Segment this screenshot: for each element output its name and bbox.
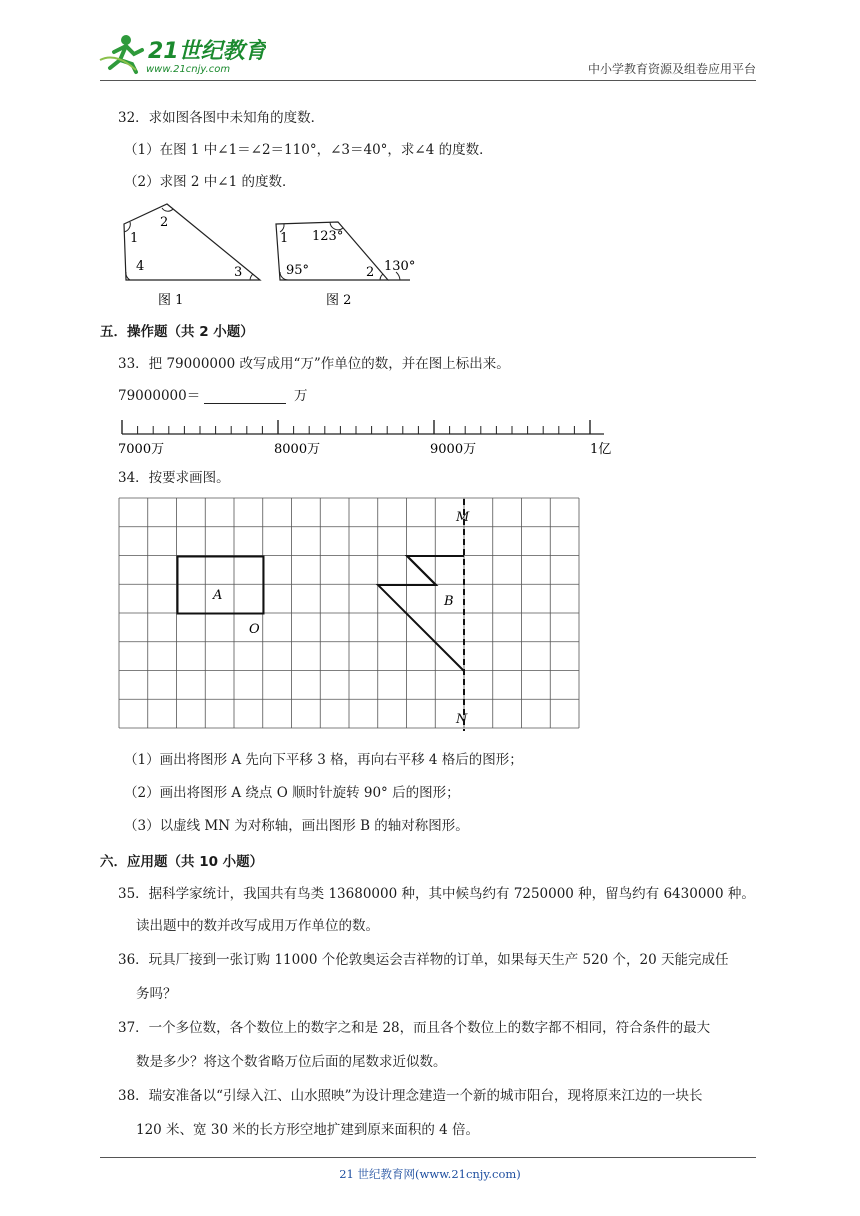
- q35-line1: 35．据科学家统计，我国共有鸟类 13680000 种，其中候鸟约有 7250000 种，留鸟约有 6430000 种。: [118, 886, 755, 902]
- figure1-quadrilateral: [124, 204, 260, 308]
- q32-figures: [112, 196, 422, 312]
- axis-label-9000: 9000万: [430, 442, 477, 457]
- q33-answer-blank[interactable]: [204, 403, 286, 404]
- fig2-label-2: 2: [366, 265, 375, 280]
- q35-line2: 读出题中的数并改写成用万作单位的数。: [136, 918, 379, 934]
- q36-line2: 务吗？: [136, 986, 177, 1002]
- q33-number-line: [118, 412, 618, 460]
- q34-sub2: （2）画出将图形 A 绕点 O 顺时针旋转 90° 后的图形；: [124, 785, 460, 801]
- q34-title: 34．按要求画图。: [118, 470, 230, 486]
- q34-sub3: （3）以虚线 MN 为对称轴，画出图形 B 的轴对称图形。: [124, 818, 469, 834]
- q38-line1: 38．瑞安准备以“引绿入江、山水照映”为设计理念建造一个新的城市阳台，现将原来江边的一块长: [118, 1088, 703, 1104]
- q38-line2: 120 米、宽 30 米的长方形空地扩建到原来面积的 4 倍。: [136, 1122, 479, 1138]
- label-n: N: [456, 712, 468, 727]
- q34-sub1: （1）画出将图形 A 先向下平移 3 格，再向右平移 4 格后的图形；: [124, 752, 523, 768]
- q32-title: 32．求如图各图中未知角的度数．: [118, 110, 325, 126]
- label-b: B: [444, 594, 454, 609]
- fig1-caption: 图 1: [158, 293, 184, 308]
- footer-text: 21 世纪教育网(www.21cnjy.com): [339, 1167, 521, 1181]
- fig1-label-1: 1: [130, 231, 139, 246]
- footer-divider: [100, 1157, 756, 1158]
- axis-label-1yi: 1亿: [590, 442, 612, 457]
- figure2-quadrilateral: [276, 222, 415, 308]
- header-divider: [100, 80, 756, 81]
- fig1-label-4: 4: [136, 259, 145, 274]
- q37-line1: 37．一个多位数，各个数位上的数字之和是 28，而且各个数位上的数字都不相同，符合条件的最大: [118, 1020, 711, 1036]
- section5-title: 五．操作题（共 2 小题）: [100, 324, 254, 340]
- figure-a-rect: [178, 557, 264, 614]
- label-a: A: [213, 588, 223, 603]
- logo-text: 21世纪教育: [148, 39, 266, 64]
- fig2-caption: 图 2: [326, 293, 352, 308]
- q32-sub1: （1）在图 1 中∠1＝∠2＝110°，∠3＝40°，求∠4 的度数．: [124, 142, 493, 158]
- fig2-label-95: 95°: [286, 263, 310, 278]
- site-logo: [96, 30, 266, 76]
- logo-url: www.21cnjy.com: [146, 64, 231, 75]
- section6-title: 六．应用题（共 10 小题）: [100, 854, 264, 870]
- fig2-label-1: 1: [280, 231, 289, 246]
- figure-b-shape: [378, 556, 464, 671]
- axis-label-7000: 7000万: [118, 442, 165, 457]
- q34-grid: [118, 497, 583, 733]
- fig1-label-2: 2: [160, 215, 169, 230]
- fig2-label-130: 130°: [384, 259, 416, 274]
- fig2-label-123: 123°: [312, 229, 344, 244]
- q37-line2: 数是多少？将这个数省略万位后面的尾数求近似数。: [136, 1054, 447, 1070]
- label-m: M: [456, 510, 470, 525]
- header-platform-text: 中小学教育资源及组卷应用平台: [587, 62, 756, 76]
- fig1-label-3: 3: [234, 265, 243, 280]
- q32-sub2: （2）求图 2 中∠1 的度数．: [124, 174, 296, 190]
- axis-label-8000: 8000万: [274, 442, 321, 457]
- runner-icon: [100, 35, 142, 72]
- q33-equation-left: 79000000＝: [118, 388, 201, 404]
- label-o: O: [249, 622, 260, 637]
- q36-line1: 36．玩具厂接到一张订购 11000 个伦敦奥运会吉祥物的订单，如果每天生产 520 个，20 天能完成任: [118, 952, 729, 968]
- q33-equation-unit: 万: [294, 388, 308, 404]
- q33-title: 33．把 79000000 改写成用“万”作单位的数，并在图上标出来。: [118, 356, 510, 372]
